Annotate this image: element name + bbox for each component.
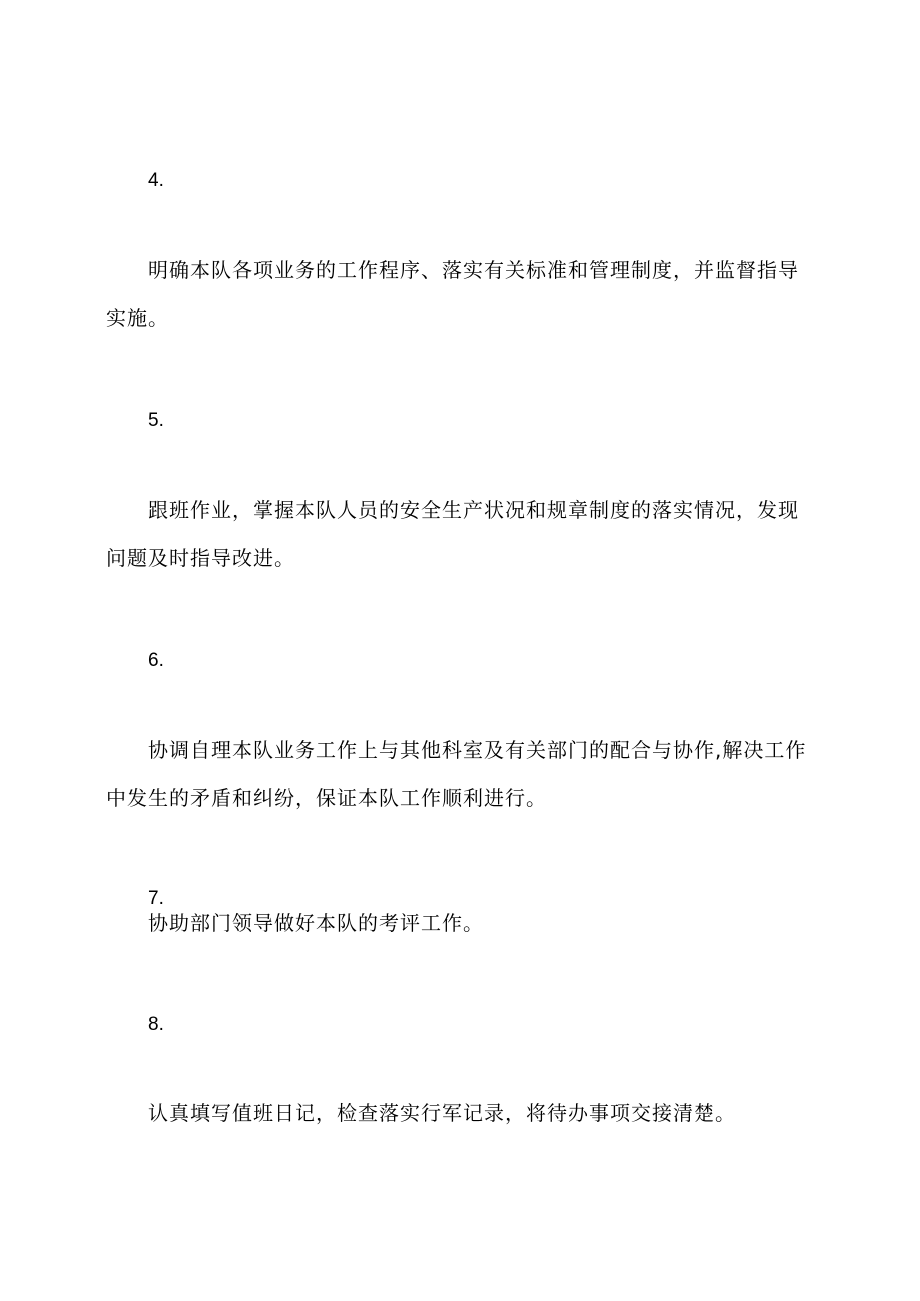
item-number: 5. — [148, 410, 164, 431]
item-text: 协调自理本队业务工作上与其他科室及有关部门的配合与协作,解决工作中发生的矛盾和纠纷，保证本队工作顺利进行。 — [106, 738, 807, 810]
item-number: 4. — [148, 170, 164, 191]
item-text: 认真填写值班日记，检查落实行军记录，将待办事项交接清楚。 — [148, 1101, 736, 1125]
item-number: 8. — [148, 1014, 164, 1035]
item-text: 跟班作业，掌握本队人员的安全生产状况和规章制度的落实情况，发现问题及时指导改进。 — [106, 498, 799, 570]
item-number: 6. — [148, 650, 164, 671]
item-text: 明确本队各项业务的工作程序、落实有关标准和管理制度，并监督指导实施。 — [106, 258, 799, 330]
item-number: 7. — [148, 888, 164, 909]
item-text: 协助部门领导做好本队的考评工作。 — [148, 911, 484, 935]
